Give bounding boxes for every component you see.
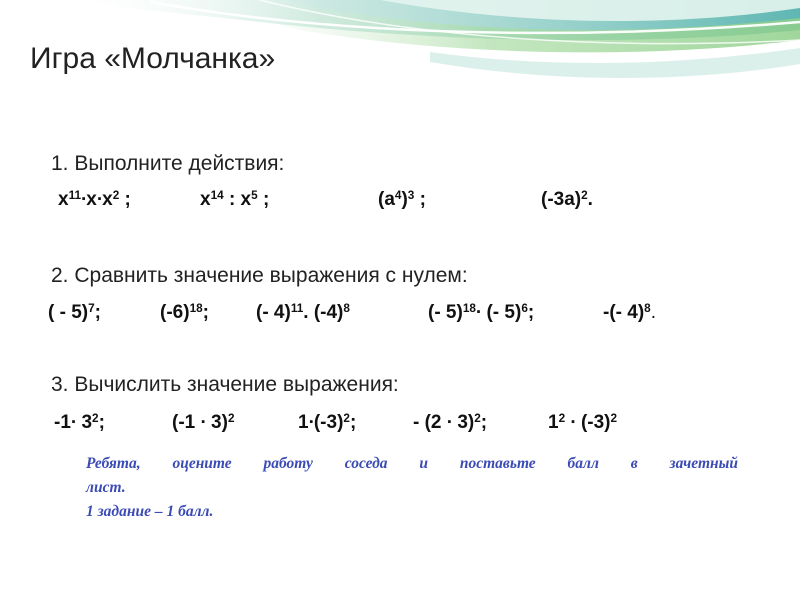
task-3-expr-3: $1\cdot(-3)^2$; [298, 411, 357, 433]
task-1-expr-2: $х^{14}$ : $х^5$ ; [200, 188, 270, 210]
task-1-expr-1: $х^{11}\cdot х\cdot х^2$ ; [58, 188, 131, 210]
task-3-heading: 3. Вычислить значение выражения: [51, 373, 399, 396]
task-2-heading: 2. Сравнить значение выражения с нулем: [51, 264, 468, 287]
task-3-expr-2: $(-1 \cdot 3)^2$ [172, 411, 235, 433]
task-1-expr-3: $(а^4)^3$ ; [378, 188, 426, 210]
task-1-expr-4: $(-3а)^2$. [541, 188, 593, 210]
task-3-expr-4: - $(2 \cdot 3)^2$; [413, 411, 488, 433]
wave-band-lower [430, 48, 800, 78]
task-2-expr-1: ( - 5)$^7$; [48, 301, 101, 323]
instruction-note-line-3: 1 задание – 1 балл. [86, 503, 214, 520]
task-2-expr-2: $(-6)^{18}$; [160, 301, 209, 323]
slide-title: Игра «Молчанка» [30, 42, 276, 75]
instruction-note-line-1: Ребята, оцените работу соседа и поставьте балл в зачетный [86, 455, 738, 472]
task-3-expr-5: $1^2 \cdot (-3)^2$ [548, 411, 618, 433]
task-2-expr-3: (- 4)$^{11}$. $(-4)^8$ [256, 301, 350, 323]
task-3-expressions [0, 412, 800, 438]
task-2-expr-4: (- 5)$^{18}$∙ (- 5)$^6$; [428, 301, 535, 323]
task-1-heading: 1. Выполните действия: [51, 152, 285, 175]
task-2-expressions [0, 302, 800, 328]
instruction-note [86, 452, 738, 524]
task-2-expr-5: -(- 4)$^8$. [603, 301, 656, 323]
instruction-note-line-2: лист. [86, 479, 126, 496]
task-1-expressions [0, 189, 800, 215]
task-3-expr-1: $-1\cdot 3^2$; [54, 411, 105, 433]
